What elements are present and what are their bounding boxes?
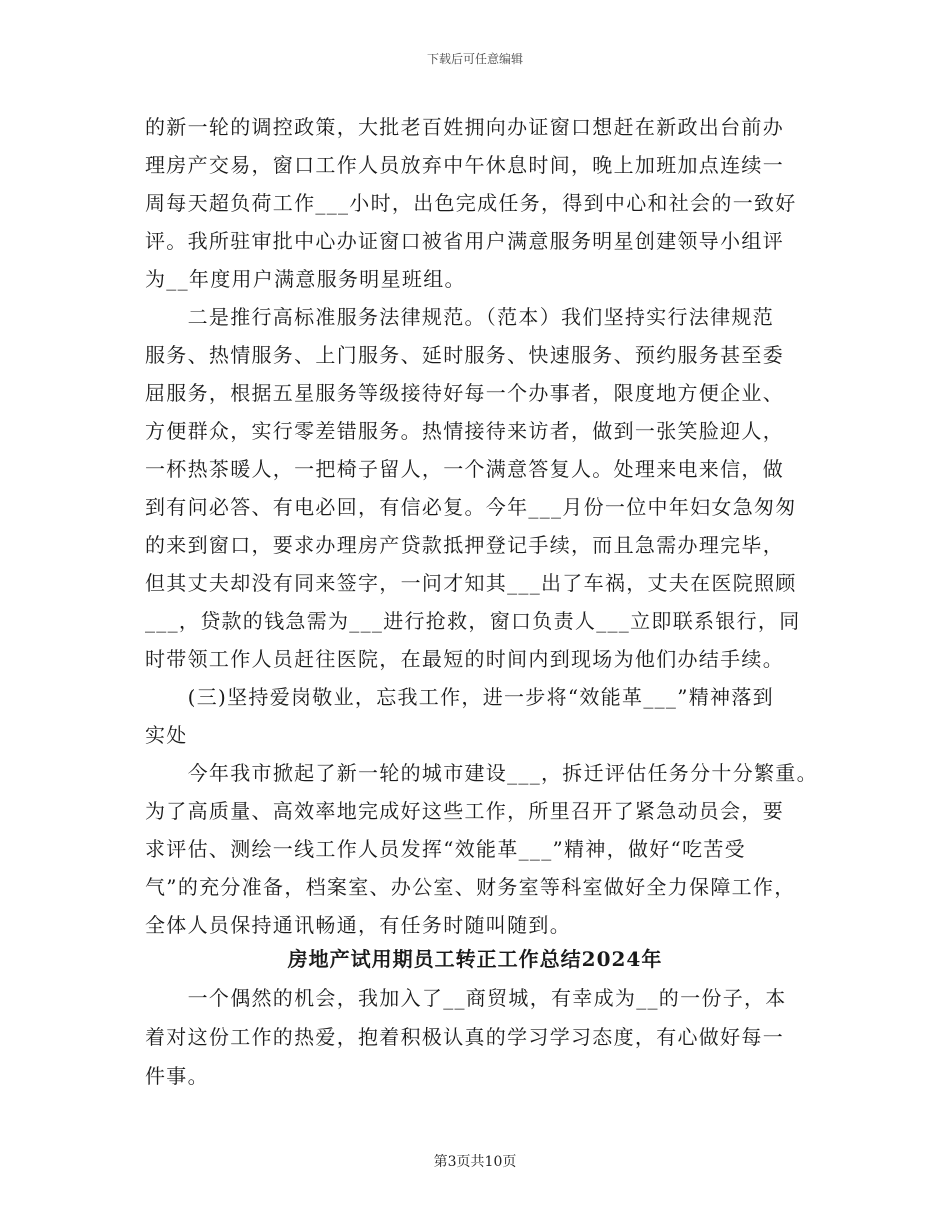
paragraph-line: 的来到窗口，要求办理房产贷款抵押登记手续，而且急需办理完毕， xyxy=(145,533,784,557)
paragraph-line: 时带领工作人员赶往医院，在最短的时间内到现场为他们办结手续。 xyxy=(145,647,784,671)
paragraph-line: (三)坚持爱岗敬业，忘我工作，进一步将“效能革___”精神落到 xyxy=(145,685,774,709)
paragraph-line: 全体人员保持通讯畅通，有任务时随叫随到。 xyxy=(145,913,571,937)
paragraph-line: 的新一轮的调控政策，大批老百姓拥向办证窗口想赶在新政出台前办 xyxy=(145,115,784,139)
paragraph-line: 周每天超负荷工作___小时，出色完成任务，得到中心和社会的一致好 xyxy=(145,191,797,215)
paragraph-line: 为__年度用户满意服务明星班组。 xyxy=(145,267,466,291)
paragraph-line: 一杯热茶暖人，一把椅子留人，一个满意答复人。处理来电来信，做 xyxy=(145,457,784,481)
paragraph-line: 件事。 xyxy=(145,1064,209,1088)
paragraph-line: 评。我所驻审批中心办证窗口被省用户满意服务明星创建领导小组评 xyxy=(145,229,784,253)
paragraph-line: 实处 xyxy=(145,723,188,747)
paragraph-line: 屈服务，根据五星服务等级接待好每一个办事者，限度地方便企业、 xyxy=(145,381,784,405)
paragraph-line: 一个偶然的机会，我加入了__商贸城，有幸成为__的一份子，本 xyxy=(145,986,787,1010)
paragraph-line: 气”的充分准备，档案室、办公室、财务室等科室做好全力保障工作， xyxy=(145,875,796,899)
paragraph-line: 理房产交易，窗口工作人员放弃中午休息时间，晚上加班加点连续一 xyxy=(145,153,784,177)
section-title: 房地产试用期员工转正工作总结2024年 xyxy=(287,947,663,971)
paragraph-line: 二是推行高标准服务法律规范。（范本）我们坚持实行法律规范 xyxy=(145,305,774,329)
paragraph-line: 着对这份工作的热爱，抱着积极认真的学习学习态度，有心做好每一 xyxy=(145,1025,784,1049)
paragraph-line: 但其丈夫却没有同来签字，一问才知其___出了车祸，丈夫在医院照顾 xyxy=(145,571,797,595)
paragraph-line: 求评估、测绘一线工作人员发挥“效能革___”精神，做好“吃苦受 xyxy=(145,837,746,861)
paragraph-line: 服务、热情服务、上门服务、延时服务、快速服务、预约服务甚至委 xyxy=(145,343,784,367)
page-footer: 第3页共10页 xyxy=(433,1154,517,1170)
paragraph-line: ___，贷款的钱急需为___进行抢救，窗口负责人___立即联系银行，同 xyxy=(145,609,801,633)
paragraph-line: 到有问必答、有电必回，有信必复。今年___月份一位中年妇女急匆匆 xyxy=(145,495,797,519)
page-header: 下载后可任意编辑 xyxy=(426,52,523,66)
paragraph-line: 今年我市掀起了新一轮的城市建设___，拆迁评估任务分十分繁重。 xyxy=(145,761,818,785)
paragraph-line: 为了高质量、高效率地完成好这些工作，所里召开了紧急动员会，要 xyxy=(145,799,784,823)
paragraph-line: 方便群众，实行零差错服务。热情接待来访者，做到一张笑脸迎人， xyxy=(145,419,784,443)
